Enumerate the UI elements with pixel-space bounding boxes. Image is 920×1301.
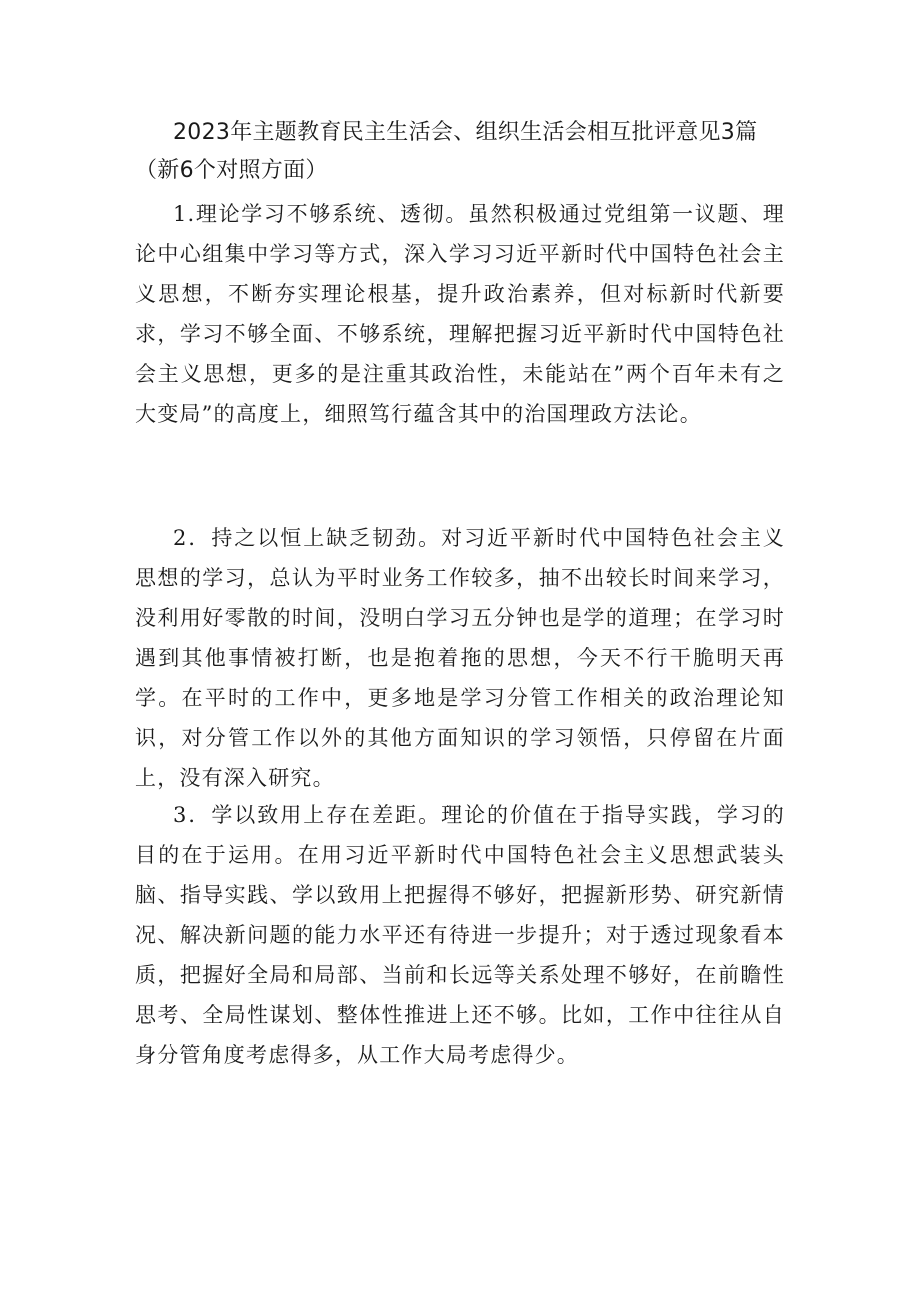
paragraph-1: 1.理论学习不够系统、透彻。虽然积极通过党组第一议题、理论中心组集中学习等方式，深入学习习近平新时代中国特色社会主义思想，不断夯实理论根基，提升政治素养，但对标新时代新要求，学习不够全面、不够系统，理解把握习近平新时代中国特色社会主义思想，更多的是注重其政治性，未能站在”两个百年未有之大变局”的高度上，细照笃行蕴含其中的治国理政方法论。 [135,202,785,426]
paragraph-2: 2．持之以恒上缺乏韧劲。对习近平新时代中国特色社会主义思想的学习，总认为平时业务工作较多，抽不出较长时间来学习，没利用好零散的时间，没明白学习五分钟也是学的道理；在学习时遇到其他事情被打断，也是抱着拖的思想，今天不行干脆明天再学。在平时的工作中，更多地是学习分管工作相关的政治理论知识，对分管工作以外的其他方面知识的学习领悟，只停留在片面上，没有深入研究。 [135,526,785,790]
document-title: 2023年主题教育民主生活会、组织生活会相互批评意见3篇（新6个对照方面） [135,120,758,183]
paragraph-3: 3．学以致用上存在差距。理论的价值在于指导实践，学习的目的在于运用。在用习近平新时代中国特色社会主义思想武装头脑、指导实践、学以致用上把握得不够好，把握新形势、研究新情况、解决新问题的能力水平还有待进一步提升；对于透过现象看本质，把握好全局和局部、当前和长远等关系处理不够好，在前瞻性思考、全局性谋划、整体性推进上还不够。比如，工作中往往从自身分管角度考虑得多，从工作大局考虑得少。 [135,803,785,1067]
